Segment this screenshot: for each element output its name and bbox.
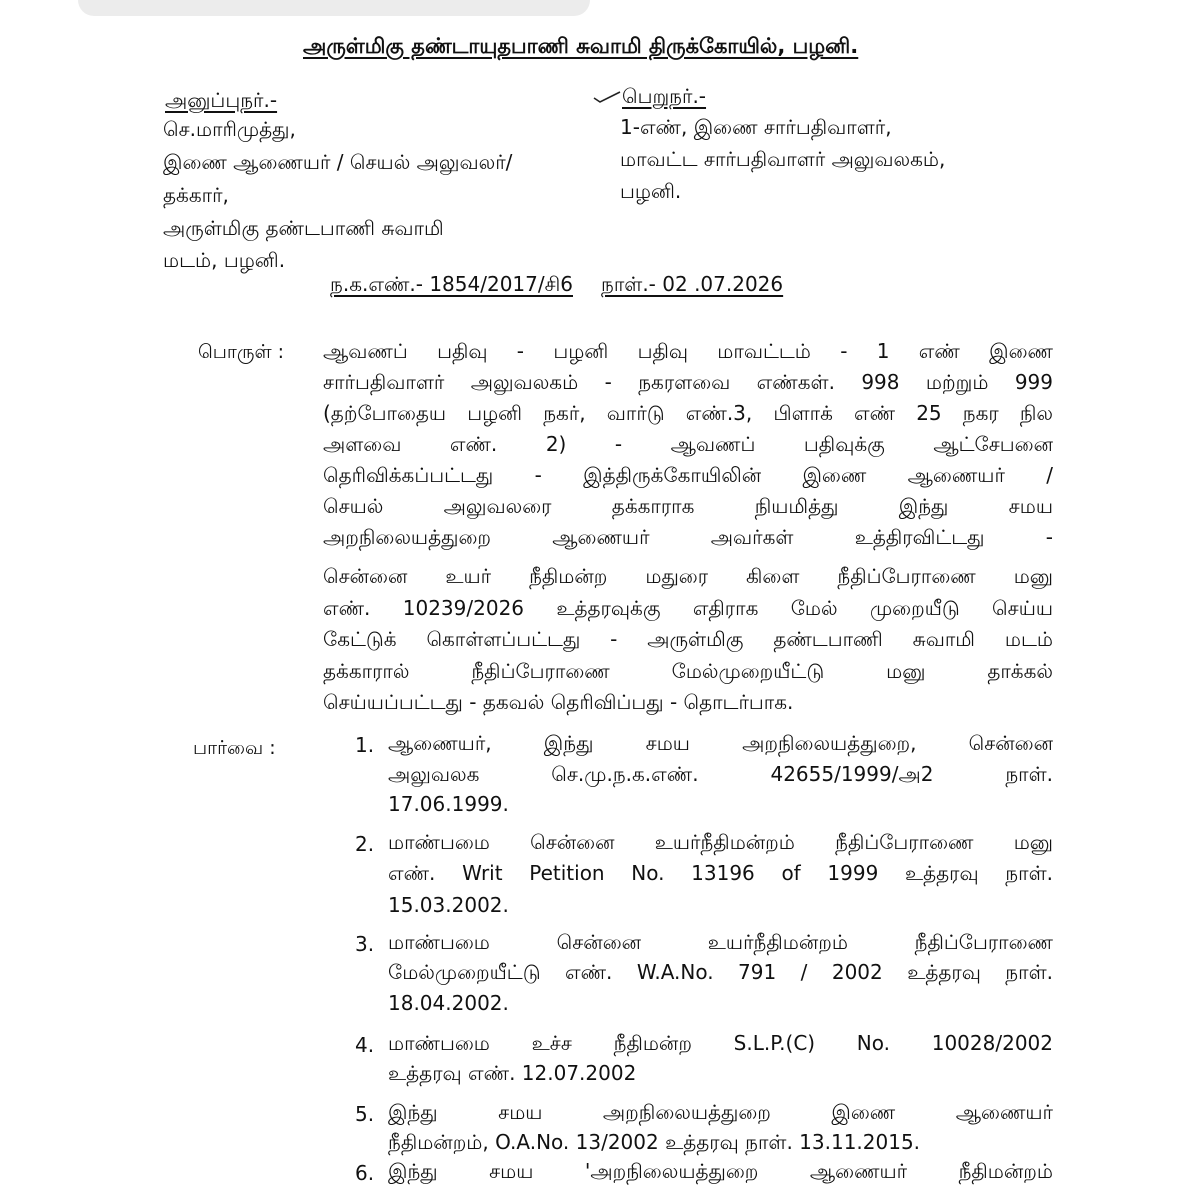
subject-line: தெரிவிக்கப்பட்டது - இத்திருக்கோயிலின் இணை ஆணையர் / xyxy=(323,463,1053,487)
sender-line: செ.மாரிமுத்து, xyxy=(163,117,296,141)
references-label: பார்வை : xyxy=(193,737,276,759)
sender-line: தக்கார், xyxy=(163,183,229,207)
reference-item-line: இந்து சமய அறநிலையத்துறை இணை ஆணையர் xyxy=(388,1100,1053,1124)
document-title: அருள்மிகு தண்டாயுதபாணி சுவாமி திருக்கோயில், பழனி. xyxy=(303,34,859,58)
recipient-line: பழனி. xyxy=(620,179,682,203)
subject-line: செயல் அலுவலரை தக்காராக நியமித்து இந்து சமய xyxy=(323,494,1053,518)
subject-line: சென்னை உயர் நீதிமன்ற மதுரை கிளை நீதிப்பேராணை மனு xyxy=(323,564,1053,588)
document-date: நாள்.- 02 .07.2026 xyxy=(601,272,784,296)
reference-line xyxy=(330,272,783,299)
reference-item-number: 4. xyxy=(355,1033,375,1057)
recipient-label: பெறுநர்.- xyxy=(622,84,707,108)
subject-line: எண். 10239/2026 உத்தரவுக்கு எதிராக மேல் முறையீடு செய்ய xyxy=(323,596,1053,620)
reference-item-line: உத்தரவு எண். 12.07.2002 xyxy=(388,1061,637,1085)
subject-line: கேட்டுக் கொள்ளப்பட்டது - அருள்மிகு தண்டபாணி சுவாமி மடம் xyxy=(323,627,1053,651)
reference-item-line: மாண்பமை சென்னை உயர்நீதிமன்றம் நீதிப்பேராணை மனு xyxy=(388,830,1053,854)
subject-line: சார்பதிவாளர் அலுவலகம் - நகரளவை எண்கள். 998 மற்றும் 999 xyxy=(323,370,1053,394)
subject-label: பொருள் : xyxy=(198,341,285,363)
reference-item-line: மேல்முறையீட்டு எண். W.A.No. 791 / 2002 உத்தரவு நாள். xyxy=(388,960,1053,984)
subject-line: அறநிலையத்துறை ஆணையர் அவர்கள் உத்திரவிட்டது - xyxy=(323,525,1053,549)
subject-line: செய்யப்பட்டது - தகவல் தெரிவிப்பது - தொடர்பாக. xyxy=(323,690,794,714)
subject-line: அளவை எண். 2) - ஆவணப் பதிவுக்கு ஆட்சேபனை xyxy=(323,432,1053,456)
reference-item-line: மாண்பமை உச்ச நீதிமன்ற S.L.P.(C) No. 10028/2002 xyxy=(388,1031,1053,1055)
scan-edge-shadow xyxy=(78,0,590,16)
sender-label: அனுப்புநர்.- xyxy=(165,88,278,112)
reference-item-number: 1. xyxy=(355,733,375,757)
reference-item-number: 2. xyxy=(355,832,375,856)
reference-item-line: 17.06.1999. xyxy=(388,792,509,816)
reference-item-number: 5. xyxy=(355,1102,375,1126)
sender-line: இணை ஆணையர் / செயல் அலுவலர்/ xyxy=(163,150,513,174)
sender-line: மடம், பழனி. xyxy=(163,248,286,272)
check-mark-icon xyxy=(592,86,622,106)
recipient-line: மாவட்ட சார்பதிவாளர் அலுவலகம், xyxy=(620,147,946,171)
subject-line: தக்காரால் நீதிப்பேராணை மேல்முறையீட்டு மனு தாக்கல் xyxy=(323,659,1053,683)
reference-number: ந.க.எண்.- 1854/2017/சி6 xyxy=(330,272,573,296)
subject-line: (தற்போதைய பழனி நகர், வார்டு எண்.3, பிளாக் எண் 25 நகர நில xyxy=(323,401,1053,425)
sender-line: அருள்மிகு தண்டபாணி சுவாமி xyxy=(163,216,444,240)
reference-item-line: இந்து சமய 'அறநிலையத்துறை ஆணையர் நீதிமன்றம் xyxy=(388,1159,1053,1183)
reference-item-line: 15.03.2002. xyxy=(388,893,509,917)
reference-item-line: 18.04.2002. xyxy=(388,991,509,1015)
recipient-line: 1-எண், இணை சார்பதிவாளர், xyxy=(620,115,892,139)
reference-item-line: அலுவலக செ.மு.ந.க.எண். 42655/1999/அ2 நாள். xyxy=(388,762,1053,786)
reference-item-line: ஆணையர், இந்து சமய அறநிலையத்துறை, சென்னை xyxy=(388,731,1053,755)
reference-item-line: நீதிமன்றம், O.A.No. 13/2002 உத்தரவு நாள். 13.11.2015. xyxy=(388,1130,921,1154)
subject-line: ஆவணப் பதிவு - பழனி பதிவு மாவட்டம் - 1 எண் இணை xyxy=(323,339,1053,363)
reference-item-number: 3. xyxy=(355,932,375,956)
reference-item-number: 6. xyxy=(355,1161,375,1185)
reference-item-line: மாண்பமை சென்னை உயர்நீதிமன்றம் நீதிப்பேராணை xyxy=(388,930,1053,954)
reference-item-line: எண். Writ Petition No. 13196 of 1999 உத்தரவு நாள். xyxy=(388,861,1053,885)
